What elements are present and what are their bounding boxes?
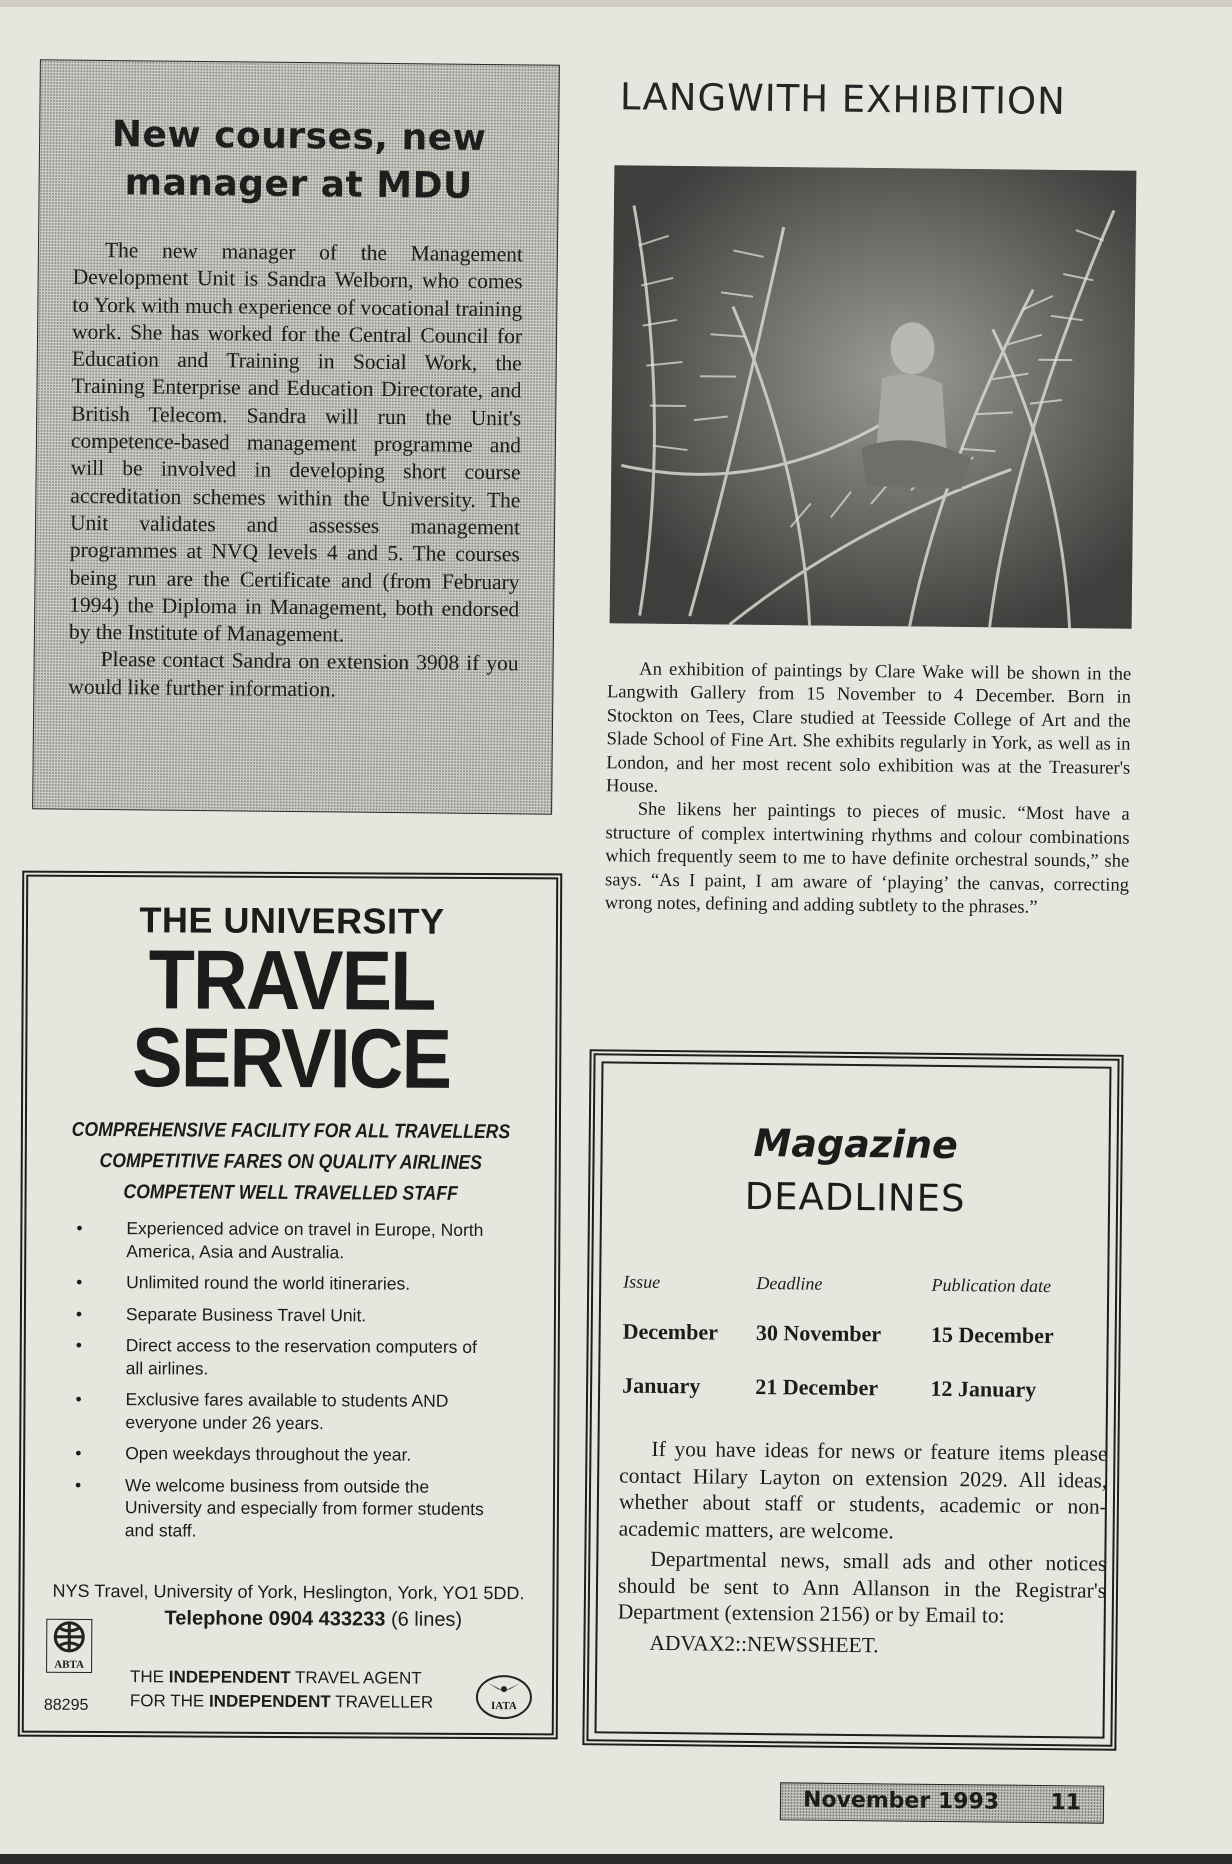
- deadlines-paragraph-1: If you have ideas for news or feature items please contact Hilary Layton on extension 2029. All ideas, whether about staff or students, academic or non-academic matters, are welcome.: [618, 1436, 1108, 1543]
- telephone-lines: (6 lines): [390, 1608, 463, 1631]
- list-item-text: Separate Business Travel Unit.: [125, 1303, 367, 1325]
- bullet-icon: •: [75, 1474, 82, 1495]
- slogan-text: TRAVELLER: [335, 1692, 434, 1712]
- travel-heading-university: THE UNIVERSITY: [139, 899, 445, 942]
- page-bottom-edge: [0, 1854, 1232, 1864]
- travel-tagline: COMPREHENSIVE FACILITY FOR ALL TRAVELLERS: [71, 1118, 511, 1144]
- mdu-article-box: [32, 59, 560, 814]
- langwith-paragraph-1: An exhibition of paintings by Clare Wake will be shown in the Langwith Gallery from 15 November to 4 December. Born in Stockton on Tees, Clare studied at Teesside College of Art and the Slade School of Fine Art. She exhibits regularly in York, as well as in London, and her most recent solo exhibition was at the Treasurer's House.: [605, 658, 1132, 797]
- list-item-text: Unlimited round the world itineraries.: [126, 1272, 411, 1294]
- mdu-headline-line1: New courses, new: [111, 114, 487, 159]
- slogan-text: FOR THE: [129, 1691, 205, 1711]
- langwith-painting-photo: [610, 165, 1137, 628]
- mdu-headline-line2: manager at MDU: [124, 162, 473, 207]
- list-item: [75, 1473, 495, 1543]
- mdu-paragraph-2: Please contact Sandra on extension 3908 if you would like further information.: [68, 647, 519, 702]
- table-row: [622, 1311, 1103, 1370]
- bullet-icon: •: [76, 1217, 83, 1238]
- list-item: [75, 1388, 495, 1435]
- travel-tagline: COMPETITIVE FARES ON QUALITY AIRLINES: [99, 1150, 482, 1175]
- table-cell: 15 December: [930, 1321, 1054, 1349]
- list-item: [75, 1442, 495, 1467]
- list-item-text: Exclusive fares available to students AND everyone under 26 years.: [125, 1389, 449, 1433]
- list-item: [76, 1217, 496, 1264]
- footer-issue-date: November 1993: [802, 1787, 1000, 1815]
- bullet-icon: •: [75, 1388, 82, 1409]
- deadlines-paragraph-2: Departmental news, small ads and other notices should be sent to Ann Allanson in the Registrar's Department (extension 2156) or by Email to:: [617, 1546, 1107, 1628]
- globe-icon: [49, 1620, 89, 1654]
- slogan-line-1: [130, 1665, 433, 1691]
- deadlines-title-magazine: Magazine: [753, 1120, 959, 1168]
- mdu-body: [68, 237, 523, 706]
- table-cell: December: [622, 1318, 719, 1345]
- travel-heading-travel: TRAVEL: [148, 932, 435, 1028]
- langwith-body: [605, 657, 1132, 920]
- travel-taglines: [27, 1115, 555, 1211]
- table-row: [622, 1365, 1103, 1424]
- abta-logo-icon: [46, 1619, 92, 1673]
- travel-tagline: COMPETENT WELL TRAVELLED STAFF: [123, 1181, 458, 1205]
- page-number: 11: [1050, 1790, 1082, 1816]
- travel-service-ad: [18, 871, 563, 1740]
- bullet-icon: •: [75, 1303, 83, 1324]
- table-header-row: [623, 1272, 1103, 1316]
- table-cell: 21 December: [755, 1373, 879, 1401]
- list-item: [76, 1334, 496, 1381]
- travel-features-list: [75, 1217, 497, 1552]
- bullet-icon: •: [76, 1271, 83, 1292]
- slogan-emphasis: INDEPENDENT: [168, 1667, 291, 1688]
- list-item: [76, 1271, 496, 1296]
- bullet-icon: •: [75, 1334, 82, 1355]
- deadlines-table: [622, 1272, 1104, 1424]
- iata-logo-icon: [476, 1675, 532, 1719]
- page-top-edge: [0, 0, 1232, 7]
- list-item: [76, 1302, 496, 1327]
- abta-number: 88295: [43, 1696, 89, 1714]
- list-item-text: Direct access to the reservation computers of all airlines.: [125, 1335, 477, 1379]
- travel-telephone: [24, 1607, 552, 1633]
- slogan-line-2: [130, 1689, 433, 1715]
- list-item-text: Experienced advice on travel in Europe, North America, Asia and Australia.: [126, 1218, 484, 1262]
- bullet-icon: •: [75, 1442, 82, 1463]
- deadlines-inner-frame: [594, 1061, 1111, 1738]
- wings-icon: [484, 1681, 524, 1695]
- column-header-publication: Publication date: [931, 1274, 1052, 1297]
- travel-address: NYS Travel, University of York, Heslington, York, YO1 5DD.: [52, 1580, 525, 1604]
- column-header-deadline: Deadline: [756, 1272, 823, 1294]
- table-cell: January: [622, 1372, 701, 1399]
- langwith-paragraph-2: She likens her paintings to pieces of music. “Most have a structure of complex intertwining rhythms and colour combinations which frequently seem to me to have definite orchestral sounds,” she says. “As I paint, I am aware of ‘playing’ the canvas, correcting wrong notes, defining and adding subtlety to the phrases.”: [604, 799, 1130, 918]
- list-item-text: Open weekdays throughout the year.: [125, 1443, 412, 1465]
- magazine-deadlines-box: [582, 1049, 1123, 1751]
- iata-label: IATA: [490, 1700, 517, 1713]
- abta-label: ABTA: [54, 1658, 85, 1671]
- slogan-text: TRAVEL AGENT: [295, 1668, 422, 1688]
- deadlines-title: DEADLINES: [744, 1174, 966, 1221]
- langwith-headline: LANGWITH EXHIBITION: [619, 75, 1067, 123]
- deadlines-body: [617, 1436, 1107, 1665]
- slogan-text: THE: [130, 1667, 165, 1687]
- slogan-emphasis: INDEPENDENT: [208, 1691, 331, 1712]
- list-item-text: We welcome business from outside the University and especially from former students and staff.: [124, 1474, 484, 1541]
- fern-painting-image: [610, 165, 1137, 628]
- mdu-headline: [73, 111, 524, 212]
- table-cell: 30 November: [755, 1319, 882, 1347]
- mdu-paragraph-1: The new manager of the Management Development Unit is Sandra Welborn, who comes to York with much experience of vocational training work. She has worked for the Central Council for Education and Training in Social Work, the Training Enterprise and Education Directorate, and British Telecom. Sandra will run the Unit's competence-based management programme and will be involved in developing short course accreditation schemes within the University. The Unit validates and assesses management programmes at NVQ levels 4 and 5. The courses being run are the Certificate and (from February 1994) the Diploma in Management, both endorsed by the Institute of Management.: [68, 237, 524, 647]
- column-header-issue: Issue: [623, 1271, 661, 1292]
- table-cell: 12 January: [930, 1375, 1037, 1402]
- independent-slogan: [130, 1665, 434, 1715]
- page-footer: [780, 1782, 1104, 1823]
- travel-heading-service: SERVICE: [132, 1010, 451, 1106]
- deadlines-email: ADVAX2::NEWSSHEET.: [649, 1630, 879, 1657]
- telephone-number: Telephone 0904 433233: [164, 1607, 386, 1631]
